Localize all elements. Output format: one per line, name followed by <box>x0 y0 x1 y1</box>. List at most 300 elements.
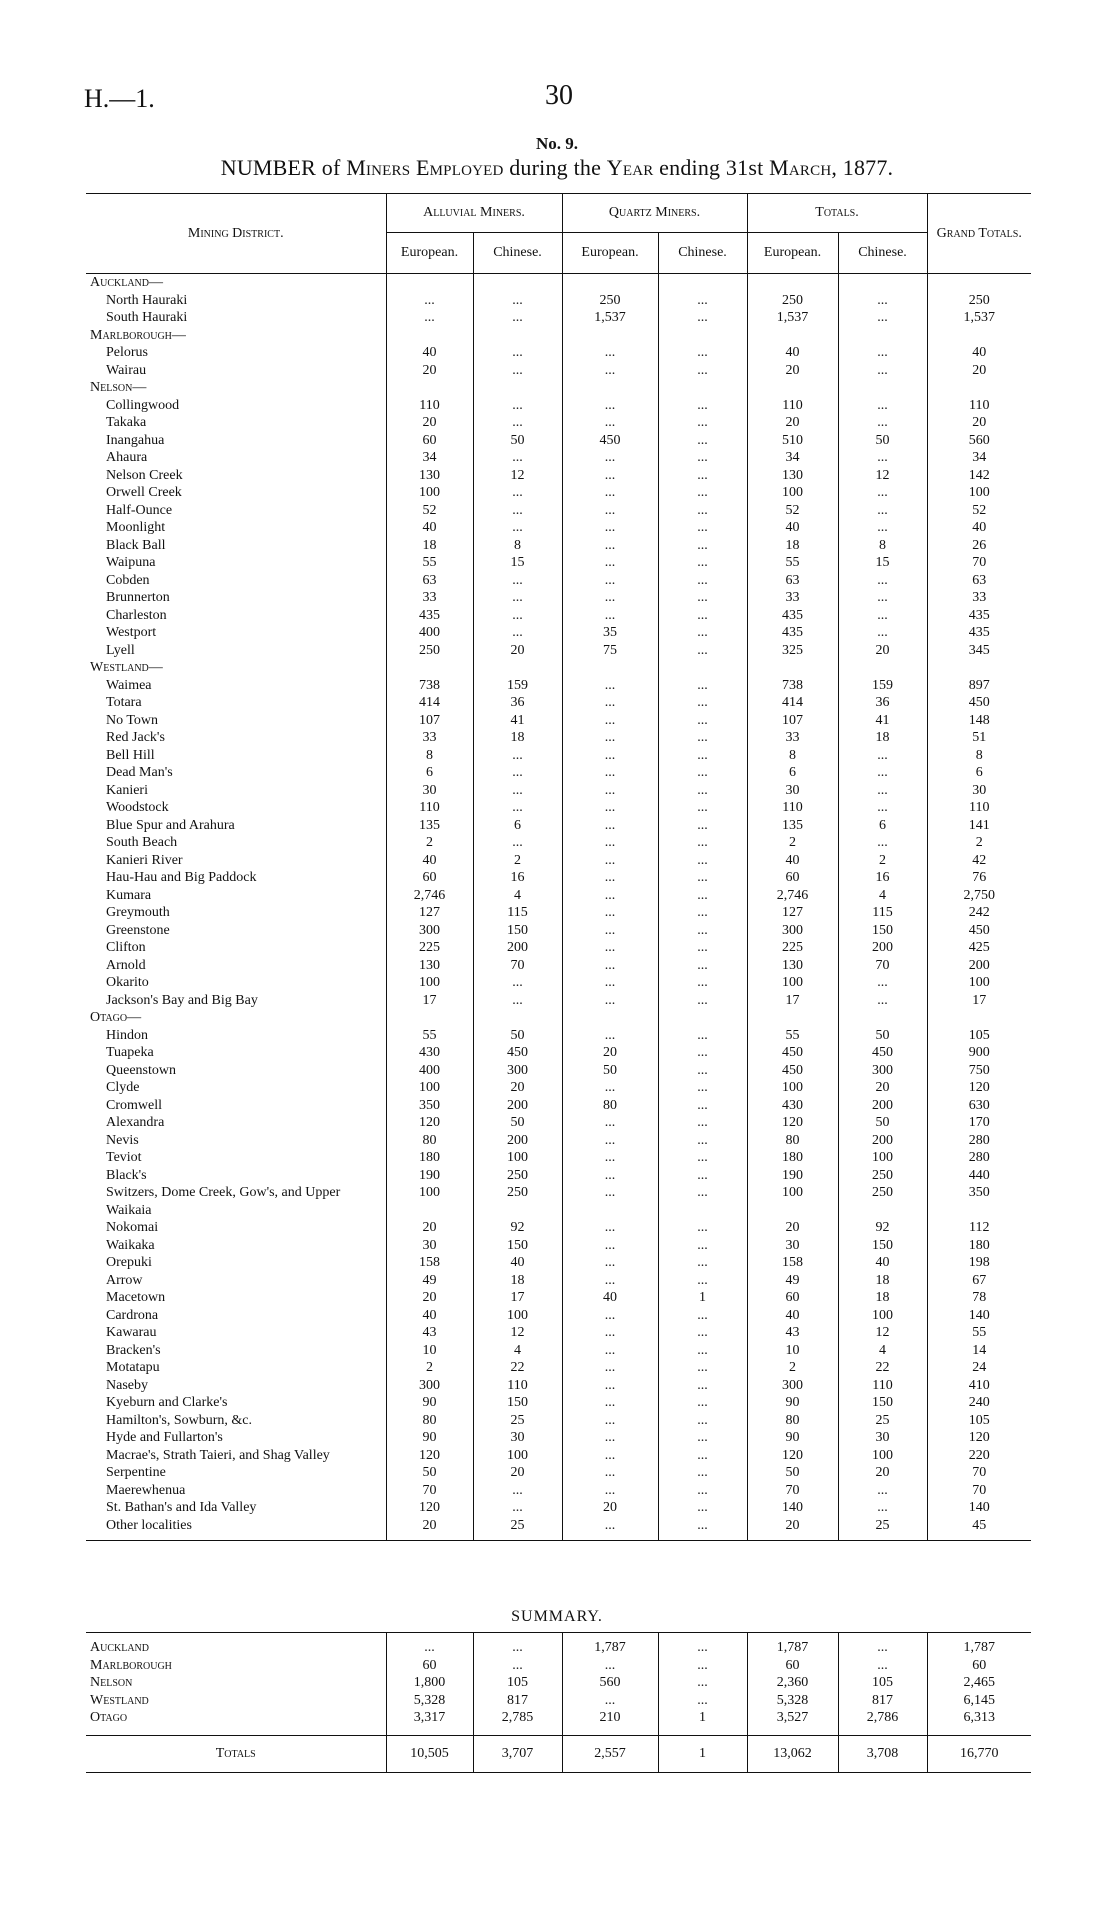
table-row <box>86 1447 1031 1465</box>
district-name: Arnold <box>106 957 146 973</box>
table-cell: ... <box>562 1517 658 1535</box>
table-row <box>86 362 1031 380</box>
table-cell: ... <box>562 589 658 607</box>
table-cell: ... <box>658 1044 747 1062</box>
district-name: Kanieri <box>106 782 148 798</box>
table-cell: ... <box>562 922 658 940</box>
table-cell: 16 <box>473 869 562 887</box>
table-row <box>86 607 1031 625</box>
table-cell: 107 <box>747 712 838 730</box>
table-cell: 20 <box>386 1219 473 1237</box>
table-cell: 450 <box>473 1044 562 1062</box>
table-cell: 18 <box>838 1272 927 1290</box>
table-cell: ... <box>473 764 562 782</box>
table-cell: 2,746 <box>386 887 473 905</box>
district-name: Hindon <box>106 1027 148 1043</box>
table-row <box>86 729 1031 747</box>
table-cell: ... <box>658 414 747 432</box>
table-cell: 100 <box>386 1184 473 1219</box>
table-cell: 100 <box>747 1184 838 1219</box>
table-cell: ... <box>562 554 658 572</box>
table-row <box>86 1272 1031 1290</box>
table-row <box>86 764 1031 782</box>
table-cell: ... <box>658 939 747 957</box>
table-row <box>86 1184 1031 1219</box>
table-cell: 425 <box>927 939 1031 957</box>
table-cell: 8 <box>386 747 473 765</box>
table-cell: 34 <box>386 449 473 467</box>
summary-cell: ... <box>838 1657 927 1675</box>
table-cell: ... <box>838 397 927 415</box>
table-cell: 20 <box>386 1289 473 1307</box>
table-cell: 40 <box>927 344 1031 362</box>
table-cell: ... <box>562 1079 658 1097</box>
table-cell: 18 <box>747 537 838 555</box>
table-cell: 41 <box>473 712 562 730</box>
table-cell: 55 <box>386 554 473 572</box>
table-cell: 435 <box>747 607 838 625</box>
table-cell: 105 <box>927 1027 1031 1045</box>
table-cell: 20 <box>562 1499 658 1517</box>
table-cell: 4 <box>473 1342 562 1360</box>
totals-label: Totals <box>86 1735 386 1772</box>
table-cell: 90 <box>747 1394 838 1412</box>
table-cell: ... <box>658 292 747 310</box>
table-cell: 18 <box>473 729 562 747</box>
table-cell: ... <box>562 572 658 590</box>
district-name: Greenstone <box>106 922 170 938</box>
table-cell: ... <box>658 974 747 992</box>
table-cell: 250 <box>838 1184 927 1219</box>
district-name: Bracken's <box>106 1342 161 1358</box>
district-name: Ahaura <box>106 450 148 465</box>
district-name: Waimea <box>106 677 152 693</box>
table-cell: 33 <box>927 589 1031 607</box>
table-row <box>86 1114 1031 1132</box>
table-cell: 450 <box>927 922 1031 940</box>
table-cell: ... <box>658 1219 747 1237</box>
totals-cell: 3,708 <box>838 1735 927 1772</box>
header-alluvial: Alluvial Miners. <box>386 194 562 233</box>
table-row <box>86 642 1031 660</box>
table-cell: 50 <box>747 1464 838 1482</box>
table-cell: 135 <box>386 817 473 835</box>
table-cell: ... <box>658 1114 747 1132</box>
table-cell: ... <box>658 1079 747 1097</box>
table-cell: ... <box>658 1394 747 1412</box>
table-cell: 15 <box>473 554 562 572</box>
table-cell: ... <box>562 1272 658 1290</box>
table-cell: 75 <box>562 642 658 660</box>
table-row <box>86 309 1031 327</box>
table-cell: 430 <box>386 1044 473 1062</box>
district-name: Waikaka <box>106 1237 155 1253</box>
table-cell: 2 <box>386 834 473 852</box>
table-row <box>86 1499 1031 1517</box>
table-cell: 100 <box>473 1307 562 1325</box>
district-name: Nokomai <box>106 1220 159 1235</box>
table-cell: ... <box>658 1307 747 1325</box>
table-cell: 110 <box>386 799 473 817</box>
table-cell: ... <box>658 817 747 835</box>
table-row <box>86 1464 1031 1482</box>
table-row <box>86 992 1031 1010</box>
table-cell: ... <box>838 484 927 502</box>
totals-row <box>86 1735 1031 1772</box>
summary-cell: 3,317 <box>386 1709 473 1727</box>
summary-cell: 5,328 <box>386 1692 473 1710</box>
table-cell: 280 <box>927 1132 1031 1150</box>
table-cell: 80 <box>386 1132 473 1150</box>
table-cell: ... <box>838 502 927 520</box>
table-cell: 20 <box>747 1219 838 1237</box>
table-cell: 300 <box>386 1377 473 1395</box>
header-district: Mining District. <box>86 194 386 274</box>
table-cell: 750 <box>927 1062 1031 1080</box>
table-row <box>86 414 1031 432</box>
table-cell: 33 <box>386 589 473 607</box>
table-cell: ... <box>473 484 562 502</box>
header-alluvial-european: European. <box>386 233 473 274</box>
district-name: Cromwell <box>106 1097 162 1113</box>
table-cell: 220 <box>927 1447 1031 1465</box>
table-cell: 250 <box>747 292 838 310</box>
table-cell: ... <box>562 1482 658 1500</box>
table-cell: 70 <box>927 1482 1031 1500</box>
table-cell: 70 <box>473 957 562 975</box>
table-cell: 6 <box>927 764 1031 782</box>
table-cell: 300 <box>747 922 838 940</box>
table-cell: 105 <box>927 1412 1031 1430</box>
table-row <box>86 449 1031 467</box>
table-cell: 18 <box>386 537 473 555</box>
table-cell: 242 <box>927 904 1031 922</box>
table-cell: 26 <box>927 537 1031 555</box>
table-cell: ... <box>838 519 927 537</box>
table-row <box>86 1254 1031 1272</box>
table-cell: 345 <box>927 642 1031 660</box>
table-cell: ... <box>658 729 747 747</box>
table-cell: ... <box>838 449 927 467</box>
table-row <box>86 677 1031 695</box>
district-name: Kanieri River <box>106 852 183 868</box>
table-cell: 40 <box>838 1254 927 1272</box>
table-cell: ... <box>562 1027 658 1045</box>
table-cell: 50 <box>386 1464 473 1482</box>
table-row <box>86 467 1031 485</box>
table-cell: ... <box>473 747 562 765</box>
table-cell: ... <box>562 1219 658 1237</box>
table-cell: 400 <box>386 624 473 642</box>
table-cell: ... <box>473 414 562 432</box>
table-cell: ... <box>562 502 658 520</box>
table-cell: 51 <box>927 729 1031 747</box>
table-cell: ... <box>562 519 658 537</box>
table-cell: 150 <box>838 1237 927 1255</box>
table-cell: 130 <box>386 467 473 485</box>
table-cell: 180 <box>927 1237 1031 1255</box>
table-cell: 414 <box>747 694 838 712</box>
table-cell: ... <box>838 414 927 432</box>
table-cell: 115 <box>473 904 562 922</box>
table-cell: 30 <box>838 1429 927 1447</box>
region-row <box>86 274 1031 292</box>
district-name: Alexandra <box>106 1115 165 1130</box>
district-name: Cardrona <box>106 1307 159 1323</box>
district-name: Switzers, Dome Creek, Gow's, and Upper Waikaia <box>106 1185 341 1218</box>
table-title: NUMBER of Miners Employed during the Year ending 31st March, 1877. <box>220 155 894 180</box>
table-cell: ... <box>658 1097 747 1115</box>
summary-table <box>86 1632 1031 1773</box>
table-cell: ... <box>562 1184 658 1219</box>
table-cell: ... <box>562 834 658 852</box>
table-cell: ... <box>838 362 927 380</box>
summary-region: Auckland <box>90 1640 149 1655</box>
table-cell: ... <box>838 992 927 1010</box>
totals-cell: 2,557 <box>562 1735 658 1772</box>
summary-cell: 2,785 <box>473 1709 562 1727</box>
table-row <box>86 1324 1031 1342</box>
table-cell: ... <box>838 292 927 310</box>
summary-cell: ... <box>658 1674 747 1692</box>
table-cell: 20 <box>927 414 1031 432</box>
totals-cell: 13,062 <box>747 1735 838 1772</box>
table-cell: ... <box>658 519 747 537</box>
table-cell: 350 <box>386 1097 473 1115</box>
table-cell: 100 <box>386 484 473 502</box>
summary-cell: ... <box>562 1692 658 1710</box>
table-cell: ... <box>473 1499 562 1517</box>
table-cell: 110 <box>927 397 1031 415</box>
table-cell: 90 <box>747 1429 838 1447</box>
district-name: Jackson's Bay and Big Bay <box>106 992 258 1008</box>
district-name: Kyeburn and Clarke's <box>106 1395 228 1410</box>
table-cell: ... <box>658 1447 747 1465</box>
table-cell: ... <box>658 1062 747 1080</box>
summary-title: SUMMARY. <box>511 1608 603 1625</box>
table-cell: 67 <box>927 1272 1031 1290</box>
table-cell: 50 <box>473 1114 562 1132</box>
table-cell: 50 <box>838 432 927 450</box>
district-name: Other localities <box>106 1517 192 1533</box>
table-cell: 41 <box>838 712 927 730</box>
table-cell: 52 <box>927 502 1031 520</box>
table-cell: 80 <box>747 1412 838 1430</box>
table-cell: 150 <box>838 1394 927 1412</box>
table-cell: ... <box>838 589 927 607</box>
district-name: Naseby <box>106 1377 148 1393</box>
table-cell: 110 <box>747 397 838 415</box>
table-cell: 150 <box>838 922 927 940</box>
table-cell: 112 <box>927 1219 1031 1237</box>
region-name: Marlborough— <box>90 327 186 343</box>
table-cell: ... <box>658 362 747 380</box>
table-cell: ... <box>838 1482 927 1500</box>
summary-cell: 60 <box>747 1657 838 1675</box>
totals-cell: 10,505 <box>386 1735 473 1772</box>
table-cell: 40 <box>386 344 473 362</box>
table-cell: 2 <box>747 1359 838 1377</box>
table-cell: 20 <box>747 414 838 432</box>
table-cell: 22 <box>473 1359 562 1377</box>
table-row <box>86 537 1031 555</box>
table-cell: 8 <box>927 747 1031 765</box>
table-row <box>86 869 1031 887</box>
table-cell: 4 <box>838 887 927 905</box>
table-cell: 35 <box>562 624 658 642</box>
table-row <box>86 624 1031 642</box>
table-cell: 130 <box>386 957 473 975</box>
table-cell: ... <box>562 782 658 800</box>
table-cell: 20 <box>747 1517 838 1535</box>
table-row <box>86 397 1031 415</box>
district-name: Cobden <box>106 572 150 588</box>
table-cell: 36 <box>473 694 562 712</box>
table-cell: 42 <box>927 852 1031 870</box>
table-cell: ... <box>658 712 747 730</box>
table-cell: 17 <box>747 992 838 1010</box>
table-cell: ... <box>658 554 747 572</box>
summary-row <box>86 1709 1031 1727</box>
summary-cell: 2,360 <box>747 1674 838 1692</box>
summary-cell: 6,313 <box>927 1709 1031 1727</box>
summary-cell: ... <box>658 1639 747 1657</box>
table-cell: ... <box>562 1149 658 1167</box>
summary-cell: 560 <box>562 1674 658 1692</box>
table-cell: ... <box>838 572 927 590</box>
table-cell: 80 <box>747 1132 838 1150</box>
table-cell: ... <box>562 1324 658 1342</box>
table-cell: ... <box>473 834 562 852</box>
table-row <box>86 484 1031 502</box>
district-name: Serpentine <box>106 1465 166 1480</box>
table-cell: 20 <box>473 1079 562 1097</box>
table-cell: ... <box>562 939 658 957</box>
table-cell: ... <box>658 589 747 607</box>
table-cell: 2 <box>927 834 1031 852</box>
table-cell: ... <box>562 799 658 817</box>
table-row <box>86 1219 1031 1237</box>
table-cell: 1 <box>658 1289 747 1307</box>
table-cell: ... <box>562 1394 658 1412</box>
district-name: Orepuki <box>106 1255 152 1270</box>
table-cell: ... <box>473 589 562 607</box>
table-cell: 20 <box>747 362 838 380</box>
table-cell: 130 <box>747 467 838 485</box>
table-cell: 140 <box>927 1307 1031 1325</box>
table-cell: 100 <box>473 1447 562 1465</box>
table-cell: 22 <box>838 1359 927 1377</box>
table-cell: 107 <box>386 712 473 730</box>
table-cell: 40 <box>747 519 838 537</box>
table-cell: 34 <box>927 449 1031 467</box>
table-cell: ... <box>562 1237 658 1255</box>
table-cell: ... <box>562 1114 658 1132</box>
table-cell: 60 <box>386 432 473 450</box>
district-name: Orwell Creek <box>106 485 182 500</box>
region-name: Nelson— <box>90 380 147 395</box>
table-row <box>86 1149 1031 1167</box>
table-cell: 450 <box>747 1044 838 1062</box>
table-cell: 15 <box>838 554 927 572</box>
table-cell: ... <box>473 309 562 327</box>
table-cell: ... <box>658 1412 747 1430</box>
table-row <box>86 694 1031 712</box>
table-cell: 1,537 <box>747 309 838 327</box>
district-name: St. Bathan's and Ida Valley <box>106 1500 257 1515</box>
table-row <box>86 957 1031 975</box>
summary-row <box>86 1692 1031 1710</box>
table-cell: ... <box>562 449 658 467</box>
table-cell: 50 <box>562 1062 658 1080</box>
table-row <box>86 572 1031 590</box>
header-quartz: Quartz Miners. <box>562 194 747 233</box>
table-cell: 100 <box>927 974 1031 992</box>
table-cell: ... <box>473 624 562 642</box>
table-row <box>86 922 1031 940</box>
table-cell: 250 <box>473 1167 562 1185</box>
district-name: Hamilton's, Sowburn, &c. <box>106 1412 253 1428</box>
table-cell: 100 <box>927 484 1031 502</box>
table-cell: 25 <box>838 1412 927 1430</box>
table-cell: 900 <box>927 1044 1031 1062</box>
table-cell: ... <box>838 607 927 625</box>
table-cell: 24 <box>927 1359 1031 1377</box>
table-cell: ... <box>562 992 658 1010</box>
table-row <box>86 974 1031 992</box>
table-row <box>86 1097 1031 1115</box>
table-cell: 100 <box>747 1079 838 1097</box>
table-cell: ... <box>658 1184 747 1219</box>
table-cell: ... <box>562 362 658 380</box>
table-cell: ... <box>658 1237 747 1255</box>
table-cell: ... <box>658 1167 747 1185</box>
table-row <box>86 1079 1031 1097</box>
table-cell: 50 <box>838 1114 927 1132</box>
table-cell: 6 <box>386 764 473 782</box>
region-row <box>86 1009 1031 1027</box>
table-cell: 440 <box>927 1167 1031 1185</box>
district-name: Woodstock <box>106 800 169 815</box>
district-name: Teviot <box>106 1150 142 1165</box>
totals-cell: 1 <box>658 1735 747 1772</box>
table-cell: ... <box>658 694 747 712</box>
table-row <box>86 852 1031 870</box>
district-name: South Beach <box>106 835 178 850</box>
table-cell: ... <box>473 992 562 1010</box>
table-cell: 200 <box>473 1097 562 1115</box>
summary-region: Otago <box>90 1710 128 1725</box>
summary-cell: 1,800 <box>386 1674 473 1692</box>
table-cell: 63 <box>927 572 1031 590</box>
table-cell: 159 <box>838 677 927 695</box>
table-cell: ... <box>658 852 747 870</box>
table-cell: 435 <box>747 624 838 642</box>
table-cell: 45 <box>927 1517 1031 1535</box>
table-cell: ... <box>562 852 658 870</box>
page-number: 30 <box>545 80 573 111</box>
table-cell: ... <box>658 467 747 485</box>
table-cell: ... <box>562 869 658 887</box>
summary-cell: 1,787 <box>747 1639 838 1657</box>
table-cell: 70 <box>927 1464 1031 1482</box>
district-name: Motatapu <box>106 1360 160 1375</box>
table-cell: 435 <box>927 624 1031 642</box>
table-cell: ... <box>473 362 562 380</box>
table-cell: 70 <box>838 957 927 975</box>
district-name: Red Jack's <box>106 730 165 745</box>
table-cell: ... <box>658 1324 747 1342</box>
